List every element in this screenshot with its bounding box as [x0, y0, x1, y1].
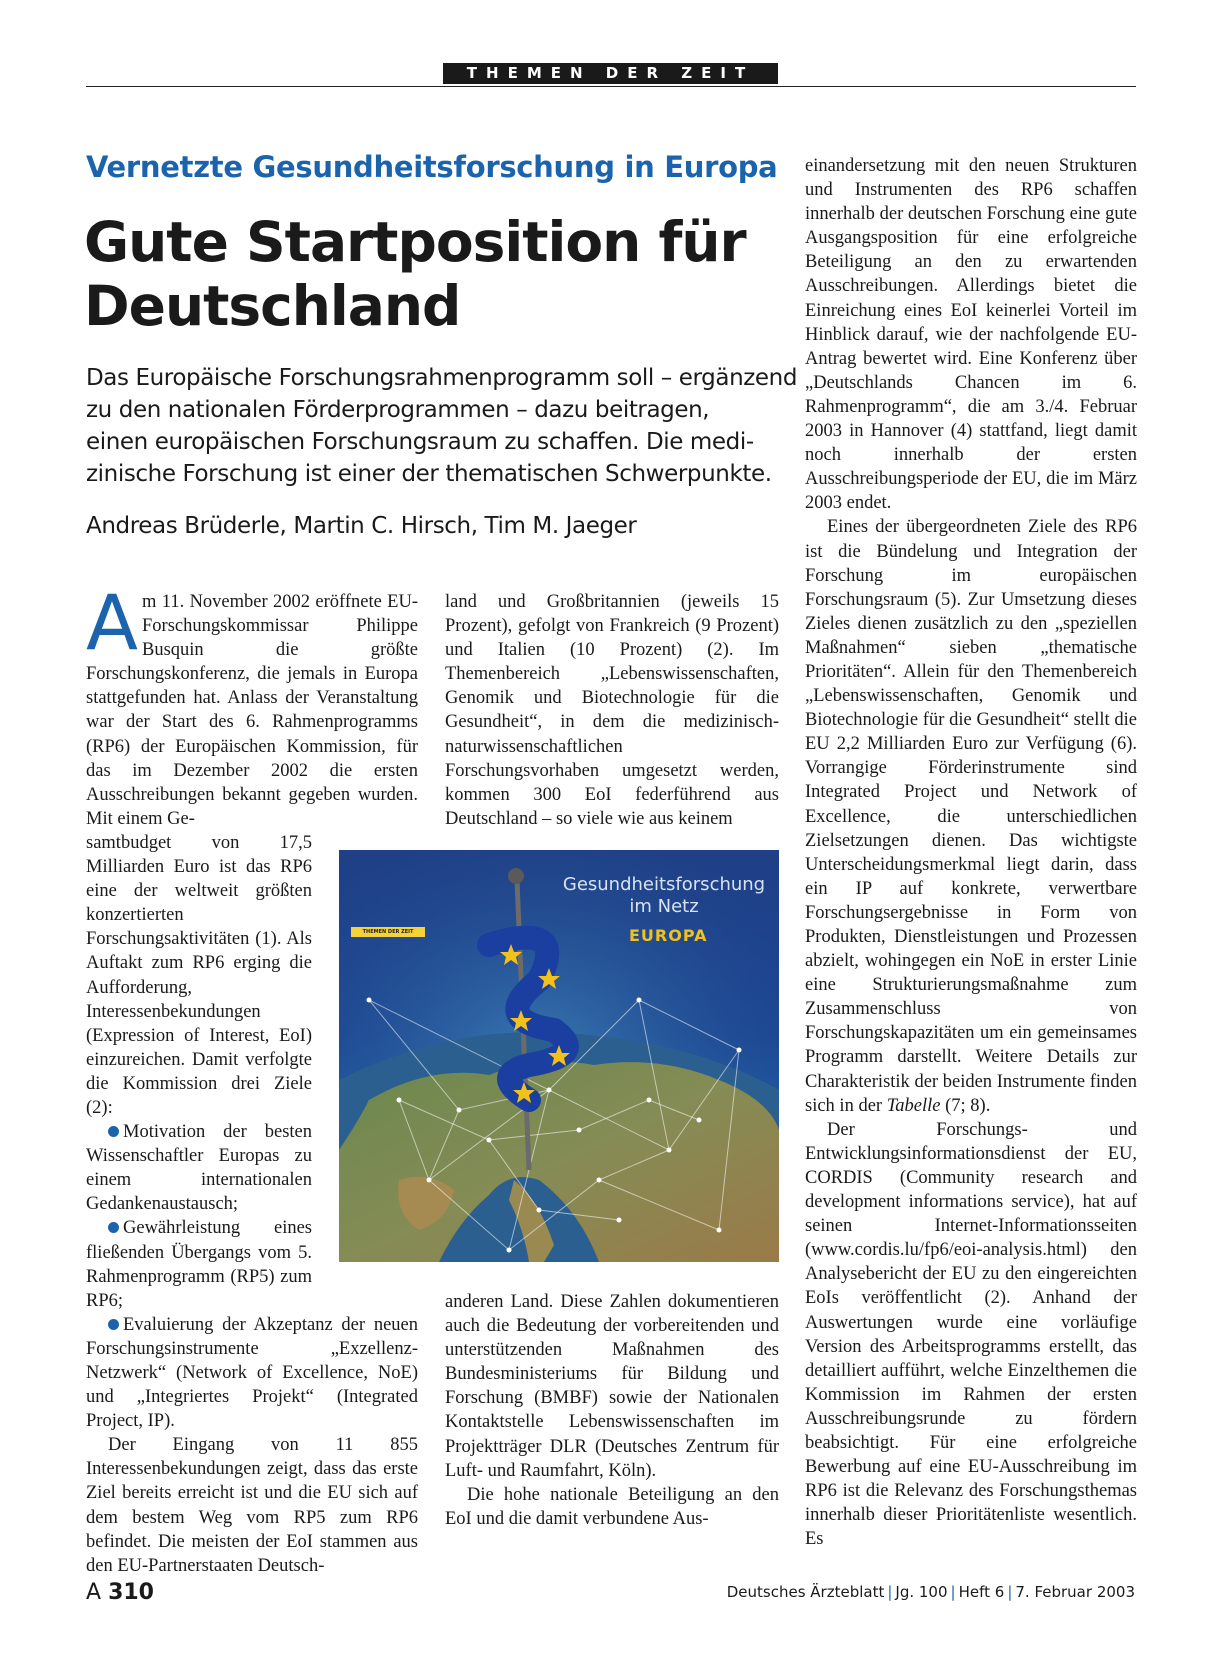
- paragraph-cordis: Der Forschungs- und Entwicklungsinformationsdienst der EU, CORDIS (Community research and development informations service), hat auf seinen Internet-Informationsseiten (www.cordis.lu/fp6/eoi-analysis.html) den Analysebericht der EU zu den eingereichten EoIs veröffentlicht (2). Anhand der Auswertungen wurde eine vorläufige Version des Arbeitsprogramms erstellt, das detailliert aufführt, welche Einzelthemen die Kommission im Rahmen der ersten Ausschreibungsrunde zu fördern beabsichtigt. Für eine erfolgreiche Bewerbung auf eine EU-Ausschreibung im RP6 ist die Relevanz des Forschungsthemas innerhalb dieser Prioritätenliste wesentlich. Es: [805, 1119, 1137, 1550]
- paragraph-budget: samtbudget von 17,5 Milliarden Euro ist das RP6 eine der weltweit größten konzertierten Forschungsaktivitäten (1). Als Auftakt zum RP6 erging die Aufforderung, Interessenbekundungen (Expression of Interest, EoI) einzureichen. Damit verfolgte die Kommission drei Ziele (2):: [86, 832, 312, 1118]
- paragraph-intro: [86, 578, 418, 831]
- title-line-1: Gute Startposition für: [84, 210, 746, 274]
- divider: |: [950, 1583, 956, 1601]
- journal-issue: Heft 6: [958, 1583, 1005, 1601]
- bullet-item: Motivation der besten Wissenschaftler Europas zu einem internationalen Gedankenaustausch;: [86, 1122, 312, 1215]
- paragraph-participation: Die hohe nationale Beteiligung an den EoI und die damit verbundene Aus-: [445, 1484, 779, 1529]
- bullet-icon: [108, 1319, 119, 1330]
- paragraph-eoi: Der Eingang von 11 855 Interessenbekundungen zeigt, dass das erste Ziel bereits erreicht ist und die EU sich auf dem bestem Weg vom RP5 zum RP6 befindet. Die meisten der EoI stammen aus den EU-Partnerstaaten Deutsch-: [86, 1435, 418, 1576]
- figure-badge: THEMEN DER ZEIT: [351, 927, 425, 937]
- paragraph-countries: land und Großbritannien (jeweils 15 Prozent), gefolgt von Frankreich (9 Prozent) und Italien (10 Prozent) (2). Im Themenbereich „Lebenswissenschaften, Genomik und Biotechnologie für die Gesundheit“, in dem die medizinisch-naturwissenschaftlichen Forschungsvorhaben umgesetzt werden, kommen 300 EoI federführend aus Deutschland – so viele wie aus keinem: [445, 592, 779, 829]
- figure-subtitle: EUROPA: [629, 926, 708, 945]
- bullet-item: Gewährleistung eines fließenden Übergangs vom 5. Rahmenprogramm (RP5) zum RP6;: [86, 1218, 312, 1311]
- body-column-2-bottom: [445, 1290, 779, 1531]
- article-kicker: Vernetzte Gesundheitsforschung in Europa: [86, 150, 778, 184]
- lead-line: einen europäischen Forschungsraum zu schaffen. Die medi-: [86, 429, 754, 455]
- paragraph-goals: Eines der übergeordneten Ziele des RP6 ist die Bündelung und Integration der Forschung im europäischen Forschungsraum (5). Zur Umsetzung dieses Zieles dienen zusätzlich zu den „speziellen Maßnahmen“ sieben „thematische Prioritäten“. Allein für den Themenbereich „Lebenswissenschaften, Genomik und Biotechnologie für die Gesundheit“ stellt die EU 2,2 Milliarden Euro zur Verfügung (6). Vorrangige Förderinstrumente sind Integrated Project und Network of Excellence, die unterschiedlichen Zielsetzungen dienen. Das wichtigste Unterscheidungsmerkmal liegt darin, dass ein IP auf konkrete, verwertbare Forschungsergebnisse in Form von Produkten, Dienstleistungen und Prozessen abzielt, wohingegen ein NoE in erster Linie eine Strukturierungsmaßnahme zum Zusammenschluss von Forschungskapazitäten um ein gemeinsames Programm darstellt. Weitere Details zur Charakteristik der beiden Instrumente finden sich in der Tabelle (7; 8).: [805, 517, 1137, 1116]
- lead-line: zu den nationalen Förderprogrammen – dazu beitragen,: [86, 397, 710, 423]
- text-wrap-beside-figure: [86, 831, 312, 1313]
- body-column-2-top: [445, 590, 779, 831]
- journal-citation: [727, 1583, 1135, 1601]
- article-title: [84, 210, 764, 338]
- lead-line: zinische Forschung ist einer der thematischen Schwerpunkte.: [86, 461, 772, 487]
- page-number: A 310: [86, 1580, 154, 1605]
- bullet-icon: [108, 1126, 119, 1137]
- article-authors: Andreas Brüderle, Martin C. Hirsch, Tim M. Jaeger: [86, 513, 637, 539]
- divider: |: [887, 1583, 893, 1601]
- figure-title: Gesundheitsforschung im Netz: [562, 874, 766, 917]
- article-lead: [86, 362, 798, 490]
- journal-volume: Jg. 100: [895, 1583, 948, 1601]
- divider: |: [1007, 1583, 1013, 1601]
- header-rule: [86, 86, 1136, 87]
- intro-text: m 11. November 2002 eröffnete EU-Forschungskommissar Philippe Busquin die größte Forschungskonferenz, die jemals in Europa stattgefunden hat. Anlass der Veranstaltung war der Start des 6. Rahmenprogramms (RP6) der Europäischen Kommission, für das im Dezember 2002 die ersten Ausschreibungen bekannt gegeben wurden. Mit einem Ge-: [86, 592, 418, 829]
- table-reference: Tabelle: [886, 1095, 941, 1116]
- paragraph-figures: anderen Land. Diese Zahlen dokumentieren auch die Bedeutung der vorbereitenden und unterstützenden Maßnahmen des Bundesministeriums für Bildung und Forschung (BMBF) sowie der Nationalen Kontaktstelle Lebenswissenschaften im Projektträger DLR (Deutsches Zentrum für Luft- und Raumfahrt, Köln).: [445, 1292, 779, 1481]
- drop-cap: A: [86, 578, 138, 667]
- section-rubric: THEMEN DER ZEIT: [443, 63, 778, 84]
- journal-name: Deutsches Ärzteblatt: [726, 1583, 885, 1601]
- title-line-2: Deutschland: [84, 274, 461, 338]
- journal-date: 7. Februar 2003: [1015, 1583, 1135, 1601]
- article-illustration: [339, 850, 779, 1262]
- bullet-item: Evaluierung der Akzeptanz der neuen Forschungsinstrumente „Exzellenz-Netzwerk“ (Network of Excellence, NoE) und „Integriertes Projekt“ (Integrated Project, IP).: [86, 1314, 418, 1432]
- bullet-icon: [108, 1222, 119, 1233]
- lead-line: Das Europäische Forschungsrahmenprogramm soll – ergänzend: [86, 365, 798, 391]
- body-column-3: [805, 154, 1137, 1551]
- paragraph-structures: einandersetzung mit den neuen Strukturen und Instrumenten des RP6 schaffen innerhalb der deutschen Forschung eine gute Ausgangsposition für eine erfolgreiche Beteiligung an den zu erwartenden Ausschreibungen. Allerdings bietet die Einreichung eines EoI keinerlei Vorteil im Hinblick darauf, wie der nachfolgende EU-Antrag bewertet wird. Eine Konferenz über „Deutschlands Chancen im 6. Rahmenprogramm“, die am 3./4. Februar 2003 in Hannover (4) stattfand, liegt damit noch innerhalb der ersten Ausschreibungsperiode der EU, die im März 2003 endet.: [805, 156, 1137, 514]
